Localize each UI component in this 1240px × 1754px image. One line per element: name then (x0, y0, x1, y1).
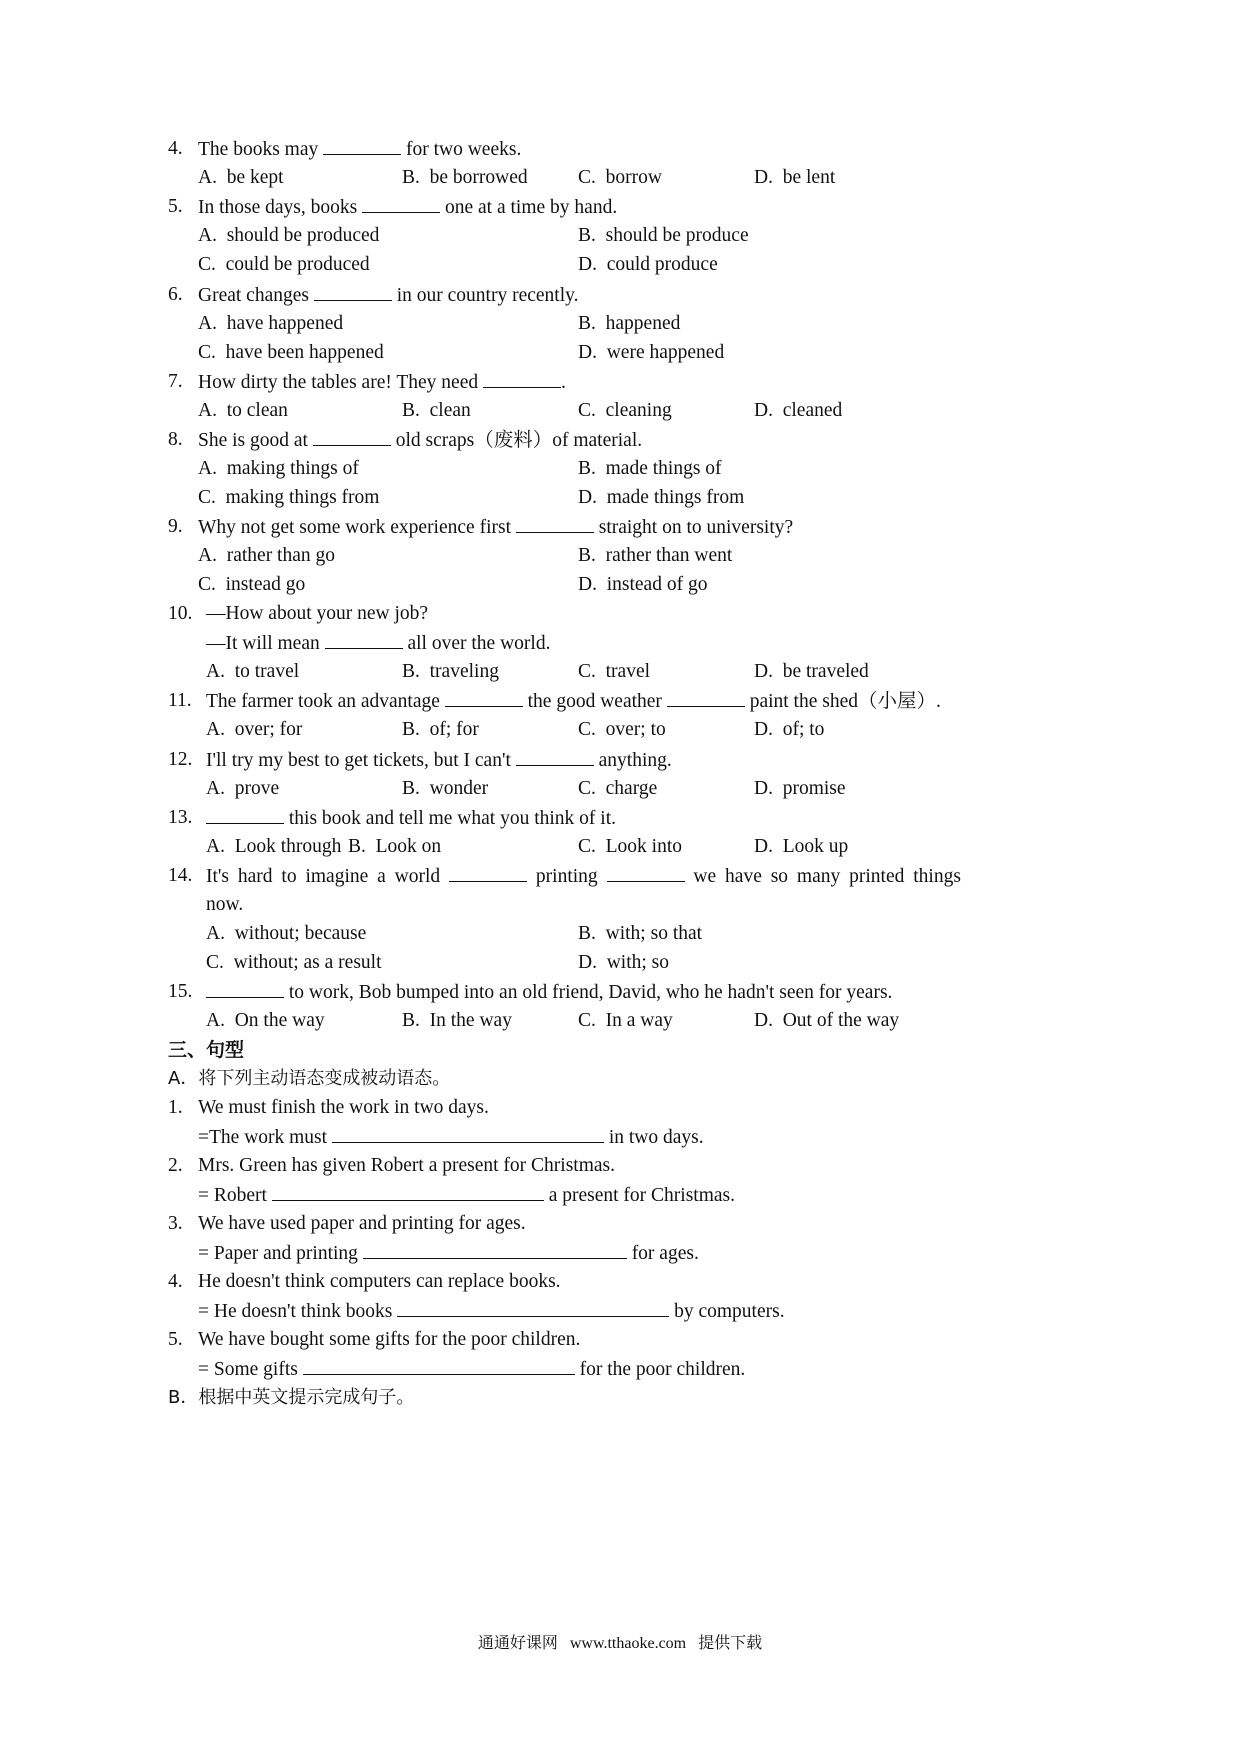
option-d[interactable]: D. cleaned (754, 400, 843, 421)
transform-sentence: 1. We must finish the work in two days. (168, 1097, 489, 1118)
question-stem: —It will mean all over the world. (0, 628, 1240, 658)
stem-text: The books may (198, 139, 324, 160)
options-row (0, 1006, 1240, 1036)
option-d[interactable]: D. with; so (578, 952, 670, 973)
options-row (0, 338, 1240, 368)
footer-url[interactable]: www.tthaoke.com (569, 1635, 687, 1652)
question-number: 4. (168, 138, 183, 159)
question-number: 8. (168, 429, 183, 450)
question-stem: 8. She is good at old scraps（废料）of material. (0, 425, 1240, 455)
question-number: 7. (168, 371, 183, 392)
question-number: 6. (168, 284, 183, 305)
footer-note: 提供下载 (698, 1633, 763, 1652)
answer-blank[interactable] (362, 192, 440, 213)
question-stem: 6. Great changes in our country recently. (0, 280, 1240, 310)
transform-answer: =The work must in two days. (0, 1122, 1240, 1152)
option-c[interactable]: C. charge (578, 778, 658, 799)
transform-answer: = Paper and printing for ages. (0, 1238, 1240, 1268)
option-c[interactable]: C. In a way (578, 1010, 673, 1031)
answer-blank[interactable] (607, 861, 685, 882)
answer-blank[interactable] (323, 134, 401, 155)
dialogue-line: —How about your new job? (206, 603, 429, 624)
option-b[interactable]: B. Look on (348, 836, 442, 857)
option-a[interactable]: A. to travel (206, 661, 300, 682)
option-c[interactable]: C. without; as a result (206, 952, 382, 973)
options-row (0, 832, 1240, 862)
option-d[interactable]: D. made things from (578, 487, 745, 508)
transform-answer: = He doesn't think books by computers. (0, 1296, 1240, 1326)
option-a[interactable]: A. prove (206, 778, 280, 799)
option-b[interactable]: B. be borrowed (402, 167, 528, 188)
answer-blank[interactable] (397, 1296, 669, 1317)
answer-blank[interactable] (325, 628, 403, 649)
option-b[interactable]: B. traveling (402, 661, 499, 682)
answer-blank[interactable] (363, 1238, 627, 1259)
options-row (0, 570, 1240, 600)
option-b[interactable]: B. wonder (402, 778, 489, 799)
option-d[interactable]: D. Out of the way (754, 1010, 900, 1031)
question-number: 11. (168, 690, 192, 711)
option-c[interactable]: C. could be produced (198, 254, 370, 275)
option-a[interactable]: A. to clean (198, 400, 288, 421)
answer-blank[interactable] (313, 425, 391, 446)
option-a[interactable]: A. On the way (206, 1010, 325, 1031)
transform-answer: = Robert a present for Christmas. (0, 1180, 1240, 1210)
option-b[interactable]: B. should be produce (578, 225, 749, 246)
answer-blank[interactable] (272, 1180, 544, 1201)
question-number: 9. (168, 516, 183, 537)
options-row (0, 454, 1240, 484)
question-stem (0, 134, 1240, 164)
question-stem-continued: now. (206, 894, 244, 915)
section-heading: 三、句型 (168, 1039, 245, 1061)
answer-blank[interactable] (516, 745, 594, 766)
option-d[interactable]: D. be traveled (754, 661, 869, 682)
transform-sentence: 4. He doesn't think computers can replace books. (168, 1271, 561, 1292)
option-a[interactable]: A. be kept (198, 167, 284, 188)
question-number: 12. (168, 749, 193, 770)
option-c[interactable]: C. cleaning (578, 400, 672, 421)
option-c[interactable]: C. Look into (578, 836, 683, 857)
question-number: 10. (168, 603, 193, 624)
option-d[interactable]: D. were happened (578, 342, 725, 363)
option-b[interactable]: B. In the way (402, 1010, 512, 1031)
transform-sentence: 5. We have bought some gifts for the poor children. (168, 1329, 581, 1350)
question-stem: 11. The farmer took an advantage the good weather paint the shed（小屋）. (0, 686, 1240, 716)
options-row (0, 221, 1240, 251)
answer-blank[interactable] (667, 686, 745, 707)
options-row (0, 919, 1240, 949)
option-d[interactable]: D. promise (754, 778, 846, 799)
options-row (0, 250, 1240, 280)
part-b-instruction: B．根据中英文提示完成句子。 (168, 1387, 415, 1408)
transform-sentence: 3. We have used paper and printing for ages. (168, 1213, 526, 1234)
answer-blank[interactable] (449, 861, 527, 882)
options-row (0, 715, 1240, 745)
option-b[interactable]: B. clean (402, 400, 471, 421)
options-row (0, 774, 1240, 804)
transform-sentence: 2. Mrs. Green has given Robert a present for Christmas. (168, 1155, 615, 1176)
answer-blank[interactable] (206, 803, 284, 824)
option-a[interactable]: A. should be produced (198, 225, 380, 246)
question-number: 15. (168, 981, 193, 1002)
question-stem (0, 599, 1240, 629)
options-row (0, 483, 1240, 513)
footer-site-name: 通通好课网 (477, 1633, 558, 1652)
options-row (0, 309, 1240, 339)
option-c[interactable]: C. borrow (578, 167, 662, 188)
option-a[interactable]: A. over; for (206, 719, 303, 740)
transform-answer: = Some gifts for the poor children. (0, 1354, 1240, 1384)
question-number: 13. (168, 807, 193, 828)
question-stem: 9. Why not get some work experience first straight on to university? (0, 512, 1240, 542)
page-footer (0, 1630, 1240, 1657)
option-b[interactable]: B. of; for (402, 719, 479, 740)
options-row (0, 396, 1240, 426)
question-stem: 13. this book and tell me what you think of it. (0, 803, 1240, 833)
option-d[interactable]: D. could produce (578, 254, 718, 275)
answer-blank[interactable] (206, 977, 284, 998)
stem-text: for two weeks. (401, 139, 522, 160)
answer-blank[interactable] (445, 686, 523, 707)
option-c[interactable]: C. travel (578, 661, 651, 682)
options-row (0, 541, 1240, 571)
part-a-instruction: A．将下列主动语态变成被动语态。 (168, 1068, 451, 1089)
option-d[interactable]: D. instead of go (578, 574, 708, 595)
option-d[interactable]: D. Look up (754, 836, 849, 857)
options-row (0, 948, 1240, 978)
option-c[interactable]: C. instead go (198, 574, 306, 595)
question-stem: 5. In those days, books one at a time by hand. (0, 192, 1240, 222)
option-a[interactable]: A. rather than go (198, 545, 336, 566)
question-number: 14. (168, 865, 193, 886)
option-a[interactable]: A. have happened (198, 313, 344, 334)
option-b[interactable]: B. with; so that (578, 923, 703, 944)
option-b[interactable]: B. rather than went (578, 545, 733, 566)
option-c[interactable]: C. making things from (198, 487, 380, 508)
question-number: 5. (168, 196, 183, 217)
question-stem: 14. It's hard to imagine a world printing we have so many printed things (0, 861, 1240, 891)
option-a[interactable]: A. without; because (206, 923, 367, 944)
option-c[interactable]: C. have been happened (198, 342, 384, 363)
answer-blank[interactable] (314, 280, 392, 301)
option-d[interactable]: D. of; to (754, 719, 825, 740)
options-row (0, 163, 1240, 193)
option-c[interactable]: C. over; to (578, 719, 666, 740)
option-b[interactable]: B. made things of (578, 458, 722, 479)
question-stem: 7. How dirty the tables are! They need . (0, 367, 1240, 397)
answer-blank[interactable] (303, 1354, 575, 1375)
answer-blank[interactable] (332, 1122, 604, 1143)
question-stem: 12. I'll try my best to get tickets, but I can't anything. (0, 745, 1240, 775)
option-a[interactable]: A. Look through (206, 836, 342, 857)
option-b[interactable]: B. happened (578, 313, 681, 334)
options-row (0, 657, 1240, 687)
option-a[interactable]: A. making things of (198, 458, 359, 479)
answer-blank[interactable] (516, 512, 594, 533)
question-stem: 15. to work, Bob bumped into an old friend, David, who he hadn't seen for years. (0, 977, 1240, 1007)
answer-blank[interactable] (483, 367, 561, 388)
option-d[interactable]: D. be lent (754, 167, 836, 188)
